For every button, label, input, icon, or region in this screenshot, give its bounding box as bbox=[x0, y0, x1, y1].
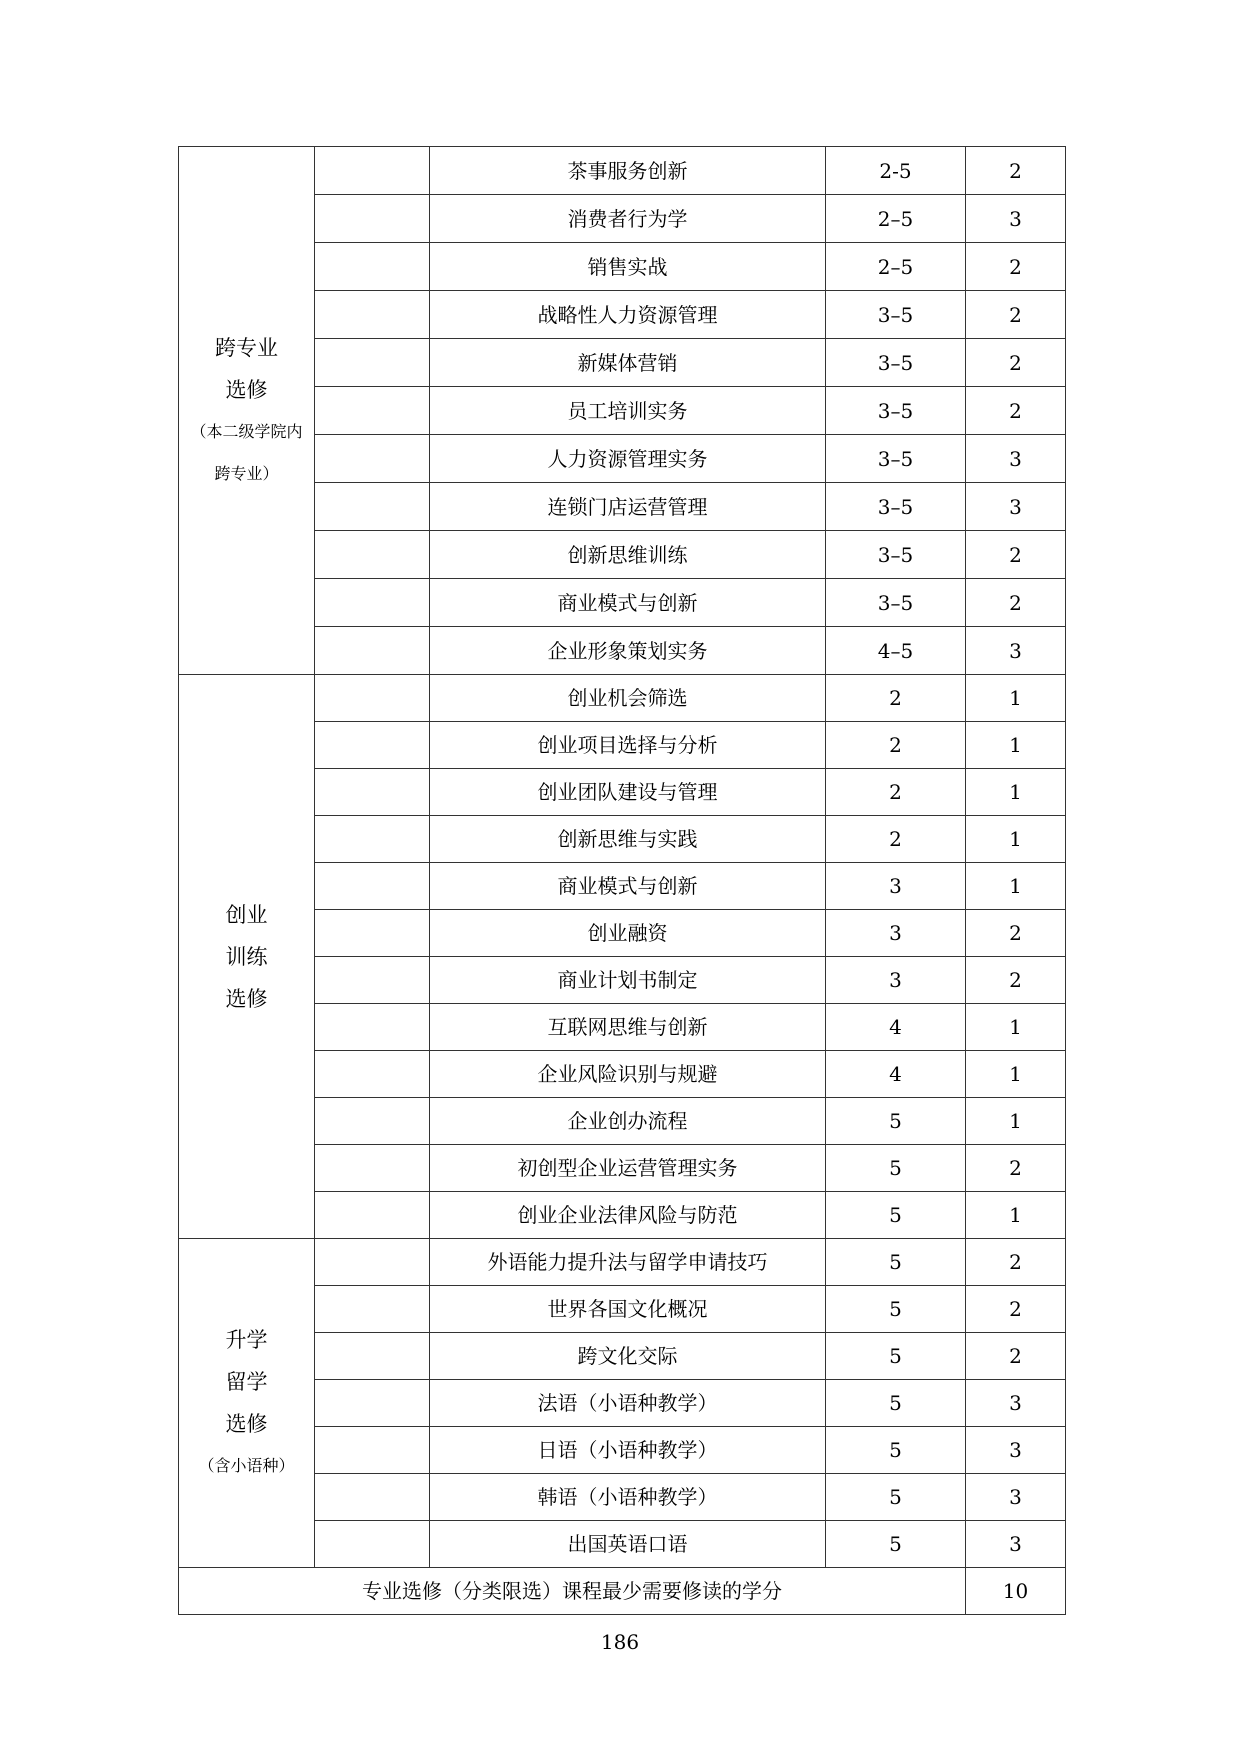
course-name-cell: 外语能力提升法与留学申请技巧 bbox=[430, 1239, 826, 1286]
blank-cell bbox=[315, 531, 430, 579]
blank-cell bbox=[315, 1145, 430, 1192]
course-name-cell: 初创型企业运营管理实务 bbox=[430, 1145, 826, 1192]
course-name-cell: 商业模式与创新 bbox=[430, 863, 826, 910]
credits-cell: 1 bbox=[966, 1051, 1066, 1098]
credits-cell: 3 bbox=[966, 435, 1066, 483]
semester-cell: 5 bbox=[826, 1427, 966, 1474]
course-name-cell: 创业企业法律风险与防范 bbox=[430, 1192, 826, 1239]
course-name-cell: 新媒体营销 bbox=[430, 339, 826, 387]
semester-cell: 2 bbox=[826, 816, 966, 863]
category-note-line: 跨专业） bbox=[214, 463, 279, 483]
blank-cell bbox=[315, 1427, 430, 1474]
table-row bbox=[179, 675, 1066, 722]
blank-cell bbox=[315, 1098, 430, 1145]
course-name-cell: 消费者行为学 bbox=[430, 195, 826, 243]
semester-cell: 2 bbox=[826, 722, 966, 769]
credits-cell: 1 bbox=[966, 816, 1066, 863]
blank-cell bbox=[315, 291, 430, 339]
credits-cell: 1 bbox=[966, 769, 1066, 816]
blank-cell bbox=[315, 1192, 430, 1239]
credits-cell: 3 bbox=[966, 1380, 1066, 1427]
category-line: 跨专业 bbox=[215, 335, 278, 360]
credits-cell: 3 bbox=[966, 1474, 1066, 1521]
semester-cell: 2–5 bbox=[826, 243, 966, 291]
table-body bbox=[179, 147, 1066, 1615]
course-name-cell: 法语（小语种教学） bbox=[430, 1380, 826, 1427]
blank-cell bbox=[315, 1474, 430, 1521]
credits-cell: 2 bbox=[966, 1286, 1066, 1333]
course-table bbox=[178, 146, 1066, 1615]
blank-cell bbox=[315, 957, 430, 1004]
semester-cell: 5 bbox=[826, 1286, 966, 1333]
course-name-cell: 互联网思维与创新 bbox=[430, 1004, 826, 1051]
credits-cell: 2 bbox=[966, 387, 1066, 435]
semester-cell: 3–5 bbox=[826, 339, 966, 387]
credits-cell: 2 bbox=[966, 147, 1066, 195]
table-row bbox=[179, 1239, 1066, 1286]
credits-cell: 2 bbox=[966, 531, 1066, 579]
course-name-cell: 日语（小语种教学） bbox=[430, 1427, 826, 1474]
semester-cell: 3–5 bbox=[826, 387, 966, 435]
credits-cell: 2 bbox=[966, 579, 1066, 627]
course-name-cell: 创业团队建设与管理 bbox=[430, 769, 826, 816]
blank-cell bbox=[315, 1521, 430, 1568]
blank-cell bbox=[315, 675, 430, 722]
semester-cell: 2 bbox=[826, 675, 966, 722]
credits-cell: 3 bbox=[966, 483, 1066, 531]
semester-cell: 3–5 bbox=[826, 291, 966, 339]
semester-cell: 2-5 bbox=[826, 147, 966, 195]
category-line: 留学 bbox=[225, 1370, 268, 1394]
blank-cell bbox=[315, 627, 430, 675]
semester-cell: 4 bbox=[826, 1004, 966, 1051]
category-line: 训练 bbox=[225, 944, 268, 969]
course-name-cell: 创新思维训练 bbox=[430, 531, 826, 579]
course-name-cell: 销售实战 bbox=[430, 243, 826, 291]
course-name-cell: 企业形象策划实务 bbox=[430, 627, 826, 675]
category-note-line: （本二级学院内 bbox=[190, 421, 303, 441]
semester-cell: 3 bbox=[826, 863, 966, 910]
category-cell bbox=[179, 1239, 315, 1568]
credits-cell: 2 bbox=[966, 1145, 1066, 1192]
credits-cell: 3 bbox=[966, 627, 1066, 675]
blank-cell bbox=[315, 769, 430, 816]
blank-cell bbox=[315, 243, 430, 291]
blank-cell bbox=[315, 1333, 430, 1380]
course-name-cell: 商业模式与创新 bbox=[430, 579, 826, 627]
blank-cell bbox=[315, 387, 430, 435]
blank-cell bbox=[315, 195, 430, 243]
course-name-cell: 创业机会筛选 bbox=[430, 675, 826, 722]
semester-cell: 3–5 bbox=[826, 435, 966, 483]
course-name-cell: 企业风险识别与规避 bbox=[430, 1051, 826, 1098]
semester-cell: 5 bbox=[826, 1380, 966, 1427]
footer-row bbox=[179, 1568, 1066, 1615]
credits-cell: 3 bbox=[966, 1521, 1066, 1568]
course-name-cell: 茶事服务创新 bbox=[430, 147, 826, 195]
category-line: 升学 bbox=[225, 1328, 268, 1352]
semester-cell: 2–5 bbox=[826, 195, 966, 243]
credits-cell: 1 bbox=[966, 1098, 1066, 1145]
semester-cell: 5 bbox=[826, 1239, 966, 1286]
page-number: 186 bbox=[600, 1630, 640, 1654]
blank-cell bbox=[315, 722, 430, 769]
semester-cell: 5 bbox=[826, 1521, 966, 1568]
category-note-line: （含小语种） bbox=[198, 1456, 295, 1475]
credits-cell: 2 bbox=[966, 957, 1066, 1004]
semester-cell: 3–5 bbox=[826, 579, 966, 627]
semester-cell: 3 bbox=[826, 957, 966, 1004]
course-name-cell: 世界各国文化概况 bbox=[430, 1286, 826, 1333]
blank-cell bbox=[315, 435, 430, 483]
blank-cell bbox=[315, 1051, 430, 1098]
credits-cell: 2 bbox=[966, 910, 1066, 957]
course-name-cell: 战略性人力资源管理 bbox=[430, 291, 826, 339]
semester-cell: 3–5 bbox=[826, 531, 966, 579]
credits-cell: 3 bbox=[966, 1427, 1066, 1474]
semester-cell: 3–5 bbox=[826, 483, 966, 531]
blank-cell bbox=[315, 1380, 430, 1427]
table-row bbox=[179, 147, 1066, 195]
blank-cell bbox=[315, 579, 430, 627]
course-name-cell: 连锁门店运营管理 bbox=[430, 483, 826, 531]
semester-cell: 5 bbox=[826, 1145, 966, 1192]
semester-cell: 4–5 bbox=[826, 627, 966, 675]
credits-cell: 2 bbox=[966, 1333, 1066, 1380]
footer-credits: 10 bbox=[966, 1568, 1066, 1615]
blank-cell bbox=[315, 1239, 430, 1286]
semester-cell: 2 bbox=[826, 769, 966, 816]
blank-cell bbox=[315, 910, 430, 957]
semester-cell: 5 bbox=[826, 1098, 966, 1145]
category-line: 选修 bbox=[225, 1412, 268, 1436]
course-name-cell: 员工培训实务 bbox=[430, 387, 826, 435]
course-name-cell: 人力资源管理实务 bbox=[430, 435, 826, 483]
credits-cell: 2 bbox=[966, 1239, 1066, 1286]
course-name-cell: 创新思维与实践 bbox=[430, 816, 826, 863]
course-name-cell: 商业计划书制定 bbox=[430, 957, 826, 1004]
blank-cell bbox=[315, 816, 430, 863]
credits-cell: 1 bbox=[966, 722, 1066, 769]
credits-cell: 1 bbox=[966, 1004, 1066, 1051]
credits-cell: 3 bbox=[966, 195, 1066, 243]
category-line: 创业 bbox=[225, 902, 268, 927]
course-name-cell: 出国英语口语 bbox=[430, 1521, 826, 1568]
credits-cell: 2 bbox=[966, 243, 1066, 291]
course-name-cell: 创业项目选择与分析 bbox=[430, 722, 826, 769]
blank-cell bbox=[315, 863, 430, 910]
blank-cell bbox=[315, 339, 430, 387]
course-name-cell: 创业融资 bbox=[430, 910, 826, 957]
semester-cell: 5 bbox=[826, 1192, 966, 1239]
credits-cell: 1 bbox=[966, 863, 1066, 910]
semester-cell: 5 bbox=[826, 1333, 966, 1380]
course-name-cell: 企业创办流程 bbox=[430, 1098, 826, 1145]
footer-label: 专业选修（分类限选）课程最少需要修读的学分 bbox=[179, 1568, 966, 1615]
credits-cell: 2 bbox=[966, 291, 1066, 339]
semester-cell: 3 bbox=[826, 910, 966, 957]
semester-cell: 4 bbox=[826, 1051, 966, 1098]
blank-cell bbox=[315, 1004, 430, 1051]
credits-cell: 2 bbox=[966, 339, 1066, 387]
category-cell bbox=[179, 147, 315, 675]
credits-cell: 1 bbox=[966, 675, 1066, 722]
credits-cell: 1 bbox=[966, 1192, 1066, 1239]
category-line: 选修 bbox=[225, 986, 268, 1011]
blank-cell bbox=[315, 483, 430, 531]
blank-cell bbox=[315, 147, 430, 195]
course-name-cell: 跨文化交际 bbox=[430, 1333, 826, 1380]
semester-cell: 5 bbox=[826, 1474, 966, 1521]
course-name-cell: 韩语（小语种教学） bbox=[430, 1474, 826, 1521]
category-line: 选修 bbox=[225, 377, 268, 402]
category-cell bbox=[179, 675, 315, 1239]
blank-cell bbox=[315, 1286, 430, 1333]
